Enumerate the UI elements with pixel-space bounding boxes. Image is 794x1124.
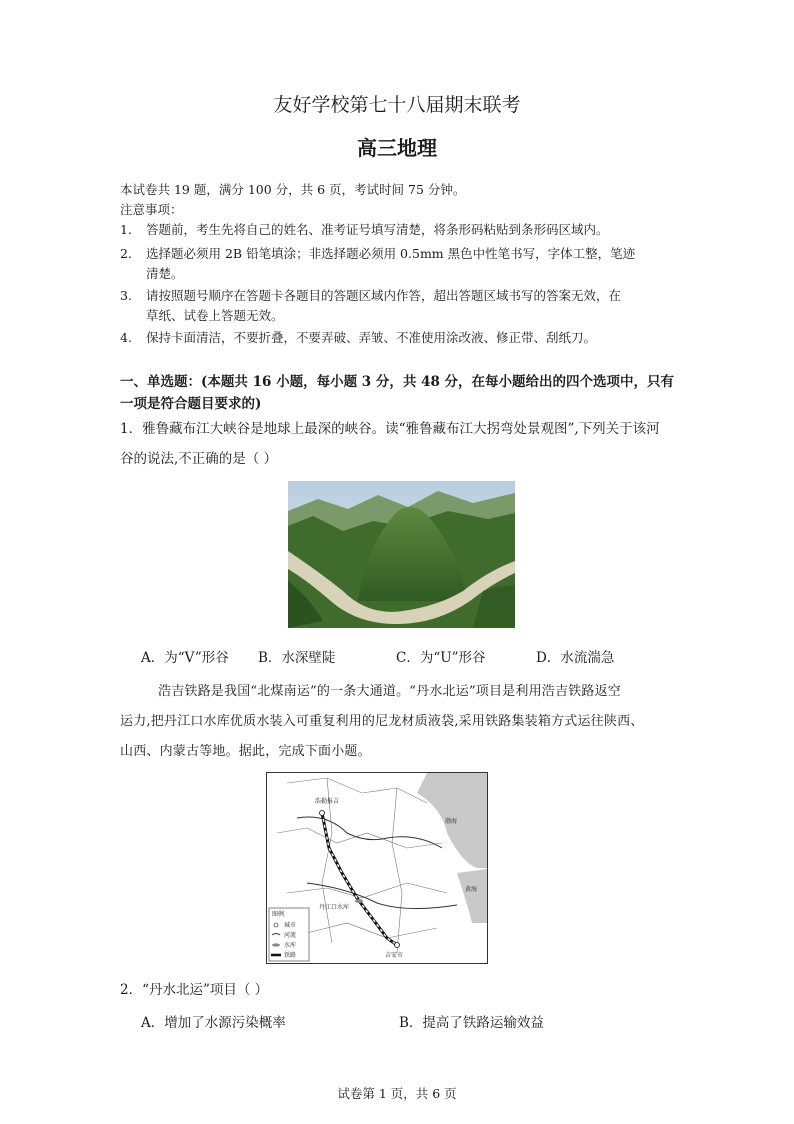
notice-item-2: 选择题必须用 2B 铅笔填涂；非选择题必须用 0.5mm 黑色中性笔书写，字体工整，笔迹 <box>146 246 636 261</box>
notice-item-2-cont: 清楚。 <box>146 266 184 281</box>
map-label-bohai: 渤海 <box>445 818 458 825</box>
map-label-end: 吉安市 <box>385 952 404 959</box>
map-label-reservoir: 丹江口水库 <box>319 904 350 911</box>
legend-reservoir-icon <box>272 943 280 946</box>
legend-river: 河流 <box>284 932 297 939</box>
passage-line-2: 运力,把丹江口水库优质水装入可重复利用的尼龙材质液袋,采用铁路集装箱方式运往陕西、 <box>120 714 644 729</box>
section-heading-cont: 一项是符合题目要求的) <box>120 396 262 412</box>
notice-item-1: 答题前，考生先将自己的姓名、准考证号填写清楚，将条形码粘贴到条形码区域内。 <box>146 222 609 237</box>
notice-item-4-num: 4. <box>120 330 132 345</box>
q1-option-d[interactable]: D．水流湍急 <box>536 650 615 666</box>
notice-item-3: 请按照题号顺序在答题卡各题目的答题区域内作答，超出答题区域书写的答案无效，在 <box>146 288 622 303</box>
subject-title: 高三地理 <box>357 136 437 160</box>
legend-railway: 铁路 <box>284 952 297 959</box>
map-label-start: 浩勒报吉 <box>315 798 340 805</box>
passage-line-3: 山西、内蒙古等地。据此，完成下面小题。 <box>120 744 371 759</box>
notice-label: 注意事项： <box>120 202 183 217</box>
notice-item-4: 保持卡面清洁，不要折叠，不要弄破、弄皱、不准使用涂改液、修正带、刮纸刀。 <box>146 330 597 345</box>
q2-option-a[interactable]: A．增加了水源污染概率 <box>141 1015 286 1031</box>
q2-option-b[interactable]: B．提高了铁路运输效益 <box>399 1015 544 1031</box>
school-title: 友好学校第七十八届期末联考 <box>273 94 521 116</box>
section-heading: 一、单选题：(本题共 16 小题，每小题 3 分，共 48 分，在每小题给出的四个选项中，只有 <box>120 374 675 390</box>
legend-city-icon <box>274 923 278 927</box>
exam-intro: 本试卷共 19 题，满分 100 分，共 6 页，考试时间 75 分钟。 <box>120 182 466 197</box>
legend-reservoir: 水库 <box>284 942 297 949</box>
q1-option-a[interactable]: A．为“V”形谷 <box>141 650 229 666</box>
notice-item-3-num: 3. <box>120 288 132 303</box>
q1-option-c[interactable]: C．为“U”形谷 <box>396 650 486 666</box>
question-1-stem: 1．雅鲁藏布江大峡谷是地球上最深的峡谷。读“雅鲁藏布江大拐弯处景观图”,下列关于该河 <box>120 421 660 437</box>
passage-line-1: 浩吉铁路是我国“北煤南运”的一条大通道。“丹水北运”项目是利用浩吉铁路返空 <box>158 684 621 699</box>
page-footer: 试卷第 1 页，共 6 页 <box>337 1086 457 1101</box>
railway-map <box>266 772 488 964</box>
question-1-stem-cont: 谷的说法,不正确的是（ ） <box>120 451 278 467</box>
legend-title: 图例 <box>272 911 285 918</box>
question-2-stem: 2．“丹水北运”项目（ ） <box>120 982 269 998</box>
notice-item-3-cont: 草纸、试卷上答题无效。 <box>146 308 284 323</box>
map-label-yellow-sea: 黄海 <box>465 886 478 893</box>
q1-option-b[interactable]: B．水深壁陡 <box>258 650 336 666</box>
legend-city: 城市 <box>284 922 297 929</box>
notice-item-1-num: 1. <box>120 222 132 237</box>
canyon-photo <box>288 481 515 628</box>
notice-item-2-num: 2. <box>120 246 132 261</box>
